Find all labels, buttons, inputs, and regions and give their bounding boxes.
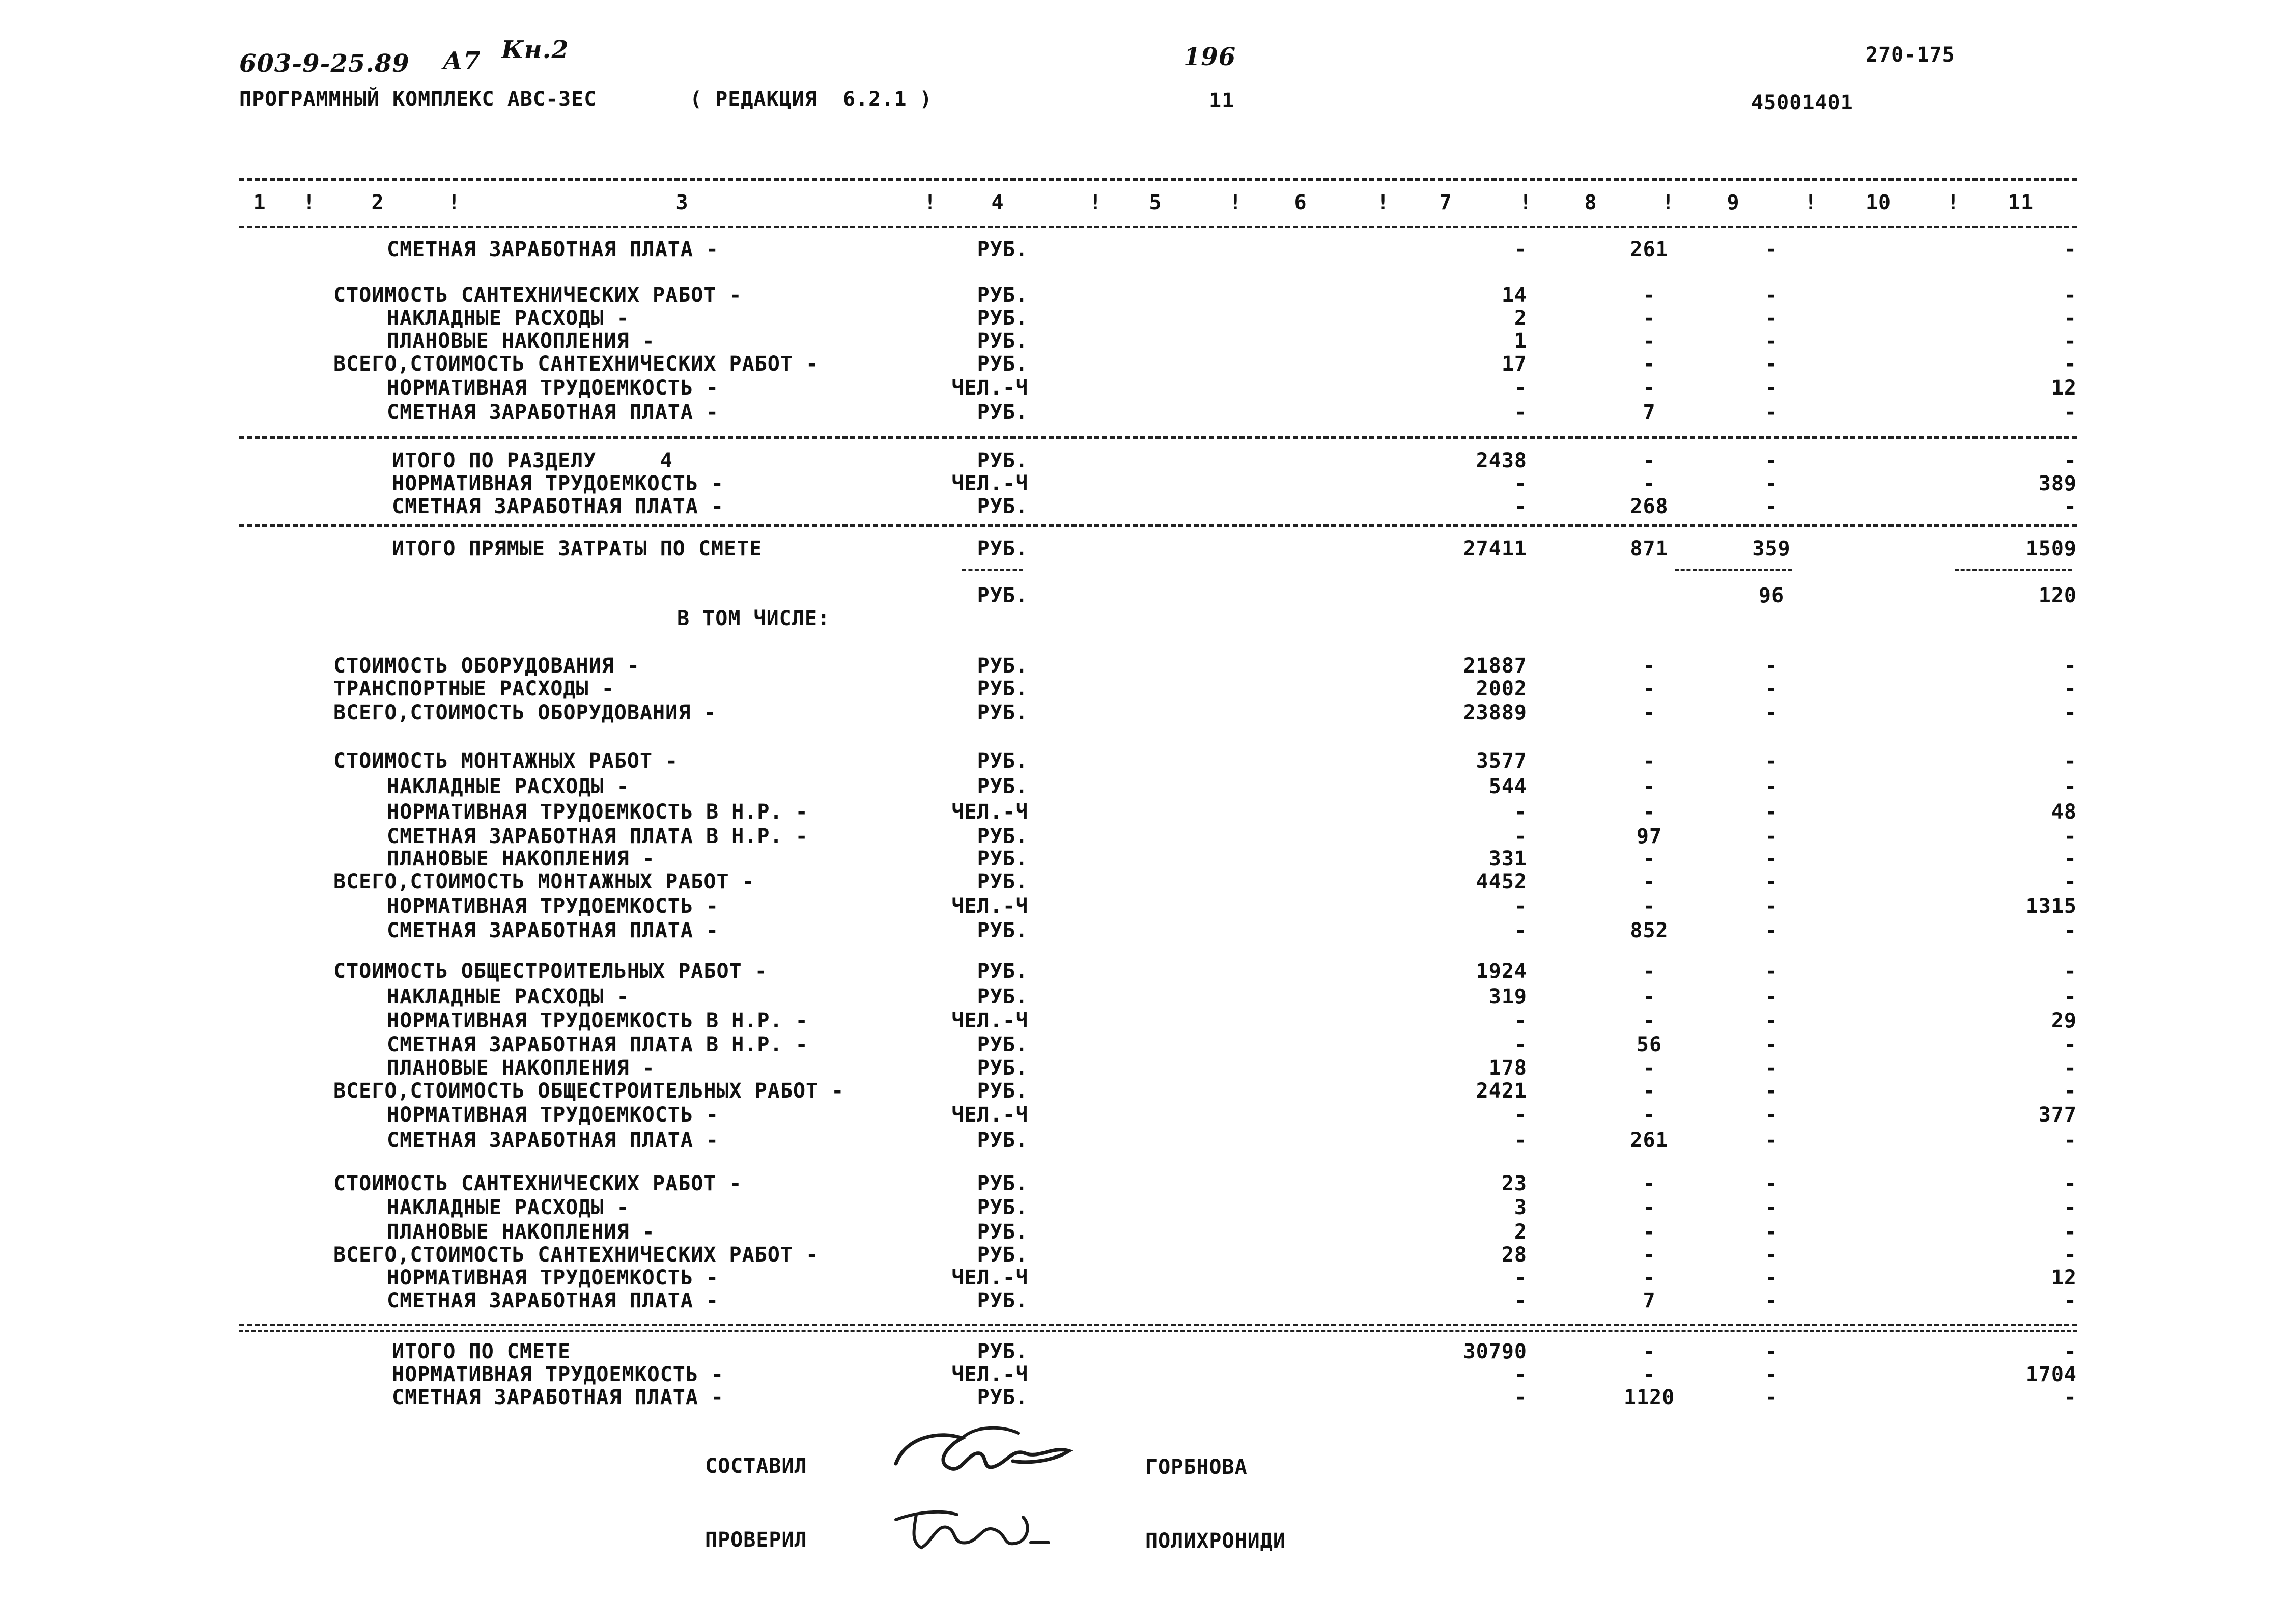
row-col11: 12 [2051,1266,2077,1290]
row-label: НОРМАТИВНАЯ ТРУДОЕМКОСТЬ - [387,376,719,400]
row-unit: РУБ. [977,1172,1028,1195]
edition: ( РЕДАКЦИЯ 6.2.1 ) [690,88,933,111]
row-unit: РУБ. [977,238,1028,261]
column-header-5: 5 [1149,191,1162,214]
column-separator: ! [1804,191,1818,214]
row-col9: - [1765,401,1778,424]
row-col8: - [1643,985,1656,1009]
row-col9: - [1765,1386,1778,1409]
row-col9: - [1765,960,1778,983]
row-col11: - [2064,352,2077,376]
row-col9: - [1765,495,1778,518]
row-label: НОРМАТИВНАЯ ТРУДОЕМКОСТЬ - [387,894,719,918]
row-col11: - [2064,825,2077,848]
row-col9: - [1765,985,1778,1009]
row-unit: ЧЕЛ.-Ч [951,376,1028,400]
row-col7: - [1514,1266,1527,1290]
row-col11: - [2064,1196,2077,1219]
row-col9: - [1765,352,1778,376]
row-col8: 871 [1630,537,1669,561]
row-unit: РУБ. [977,495,1028,518]
row-col9: - [1765,775,1778,798]
row-label: СМЕТНАЯ ЗАРАБОТНАЯ ПЛАТА - [392,1386,724,1409]
row-col9: - [1765,654,1778,678]
row-label: СТОИМОСТЬ САНТЕХНИЧЕСКИХ РАБОТ - [333,284,742,307]
row-col9: - [1765,825,1778,848]
row-col11: 377 [2038,1103,2077,1127]
row-col8: - [1643,701,1656,724]
row-unit: РУБ. [977,825,1028,848]
row-col7: - [1514,1363,1527,1386]
row-unit: РУБ. [977,1220,1028,1244]
row-unit: РУБ. [977,677,1028,701]
row-unit: РУБ. [977,352,1028,376]
row-col9: - [1765,1266,1778,1290]
row-label: НАКЛАДНЫЕ РАСХОДЫ - [387,306,630,330]
row-col9: - [1765,701,1778,724]
row-col9: - [1765,919,1778,942]
row-col8: - [1643,749,1656,773]
row-col11: - [2064,1220,2077,1244]
row-col8: - [1643,775,1656,798]
row-col7: - [1514,495,1527,518]
row-col11: 1315 [2025,894,2077,918]
composed-signature [886,1415,1079,1487]
column-separator: ! [924,191,937,214]
row-label: СТОИМОСТЬ ОБОРУДОВАНИЯ - [333,654,640,678]
row-label: СМЕТНАЯ ЗАРАБОТНАЯ ПЛАТА В Н.Р. - [387,825,808,848]
row-col7: 23889 [1463,701,1527,724]
sheet-number: 11 [1209,89,1235,113]
row-label: СТОИМОСТЬ МОНТАЖНЫХ РАБОТ - [333,749,679,773]
row-col8: - [1643,960,1656,983]
row-col9: - [1765,1033,1778,1056]
row-label: ИТОГО ПРЯМЫЕ ЗАТРАТЫ ПО СМЕТЕ [392,537,763,561]
row-col8: 7 [1643,1289,1656,1312]
row-col9: - [1765,894,1778,918]
row-label: СМЕТНАЯ ЗАРАБОТНАЯ ПЛАТА - [387,1289,719,1312]
row-col9: - [1765,870,1778,893]
row-col9: - [1765,238,1778,261]
document-number: 45001401 [1751,91,1853,115]
row-col7: 3577 [1476,749,1527,773]
row-col8: - [1643,847,1656,871]
row-col9: - [1765,1196,1778,1219]
row-label: СМЕТНАЯ ЗАРАБОТНАЯ ПЛАТА - [387,919,719,942]
row-label: ПЛАНОВЫЕ НАКОПЛЕНИЯ - [387,329,655,353]
row-unit: РУБ. [977,284,1028,307]
row-col8: - [1643,284,1656,307]
row-col11: 29 [2051,1009,2077,1032]
row-label: ТРАНСПОРТНЫЕ РАСХОДЫ - [333,677,614,701]
column-header-3: 3 [675,191,689,214]
row-col7: - [1514,401,1527,424]
row-col11: - [2064,654,2077,678]
row-col7: - [1514,1386,1527,1409]
column-header-10: 10 [1865,191,1892,214]
row-col9: - [1765,1243,1778,1267]
handwritten-code: 603-9-25.89 [239,49,410,78]
row-label: НОРМАТИВНАЯ ТРУДОЕМКОСТЬ В Н.Р. - [387,800,808,824]
row-label: НОРМАТИВНАЯ ТРУДОЕМКОСТЬ - [392,1363,724,1386]
row-unit: РУБ. [977,1243,1028,1267]
row-col11: - [2064,306,2077,330]
row-col9: - [1765,472,1778,495]
row-col11: 1704 [2025,1363,2077,1386]
row-col9: - [1765,1103,1778,1127]
row-unit: РУБ. [977,449,1028,472]
row-col11: - [2064,1056,2077,1080]
row-label: ВСЕГО,СТОИМОСТЬ САНТЕХНИЧЕСКИХ РАБОТ - [333,352,819,376]
row-col8: - [1643,1056,1656,1080]
row-col11: - [2064,1172,2077,1195]
row-col8: - [1643,654,1656,678]
row-col8: - [1643,800,1656,824]
row-unit: РУБ. [977,654,1028,678]
table-rule [239,524,2077,527]
row-label: ВСЕГО,СТОИМОСТЬ ОБОРУДОВАНИЯ - [333,701,717,724]
row-label: СМЕТНАЯ ЗАРАБОТНАЯ ПЛАТА - [387,1129,719,1152]
row-col11: - [2064,847,2077,871]
row-col11: - [2064,775,2077,798]
row-col8: - [1643,1079,1656,1103]
row-label: НАКЛАДНЫЕ РАСХОДЫ - [387,985,630,1009]
row-unit: ЧЕЛ.-Ч [951,800,1028,824]
column-header-9: 9 [1727,191,1740,214]
row-col11: - [2064,870,2077,893]
row-col8: - [1643,306,1656,330]
program-name: ПРОГРАММНЫЙ КОМПЛЕКС АВС-3ЕС [239,88,597,111]
row-col7: - [1514,1103,1527,1127]
row-col7: - [1514,472,1527,495]
row-unit: РУБ. [977,985,1028,1009]
row-col9: - [1765,1172,1778,1195]
row-unit: РУБ. [977,1386,1028,1409]
column-9-underline [1675,569,1792,571]
row-col11: - [2064,449,2077,472]
row-col8: - [1643,1266,1656,1290]
row-col7: 23 [1501,1172,1527,1195]
row-unit: РУБ. [977,919,1028,942]
row-label: НОРМАТИВНАЯ ТРУДОЕМКОСТЬ В Н.Р. - [387,1009,808,1032]
row-col7: 4452 [1476,870,1527,893]
column-separator: ! [1662,191,1675,214]
row-col7: - [1514,1129,1527,1152]
checked-name: ПОЛИХРОНИДИ [1145,1529,1286,1553]
row-label: ПЛАНОВЫЕ НАКОПЛЕНИЯ - [387,847,655,871]
composed-name: ГОРБНОВА [1145,1455,1248,1479]
row-col11: - [2064,1079,2077,1103]
row-col11: - [2064,284,2077,307]
row-label: СМЕТНАЯ ЗАРАБОТНАЯ ПЛАТА - [387,401,719,424]
column-separator: ! [1377,191,1390,214]
row-unit: РУБ. [977,847,1028,871]
column-separator: ! [1229,191,1243,214]
row-col11: - [2064,1129,2077,1152]
column-11-underline [1955,569,2072,571]
column-header-2: 2 [371,191,384,214]
row-unit: РУБ. [977,960,1028,983]
row-col11: - [2064,960,2077,983]
row-col9: - [1765,449,1778,472]
checked-signature [886,1494,1054,1560]
row-col8: - [1643,329,1656,353]
row-col11: - [2064,701,2077,724]
column-header-1: 1 [253,191,266,214]
row-unit: РУБ. [977,401,1028,424]
row-unit: РУБ. [977,1129,1028,1152]
row-unit: РУБ. [977,1289,1028,1312]
row-label: В ТОМ ЧИСЛЕ: [677,607,830,630]
row-col8: - [1643,1340,1656,1363]
table-rule [239,1330,2077,1332]
row-col7: - [1514,1009,1527,1032]
row-col8: 261 [1630,238,1669,261]
row-col9: - [1765,1363,1778,1386]
row-unit: РУБ. [977,1196,1028,1219]
row-col7: 28 [1501,1243,1527,1267]
row-col7: 1924 [1476,960,1527,983]
table-rule [239,436,2077,439]
row-label: НАКЛАДНЫЕ РАСХОДЫ - [387,1196,630,1219]
row-label: ПЛАНОВЫЕ НАКОПЛЕНИЯ - [387,1220,655,1244]
row-label: СМЕТНАЯ ЗАРАБОТНАЯ ПЛАТА - [387,238,719,261]
row-unit: РУБ. [977,584,1028,607]
row-col9: - [1765,677,1778,701]
page-number-handwritten: 196 [1183,43,1236,71]
row-col11: - [2064,495,2077,518]
row-col7: - [1514,825,1527,848]
row-col7: 2438 [1476,449,1527,472]
row-col8: 97 [1636,825,1662,848]
row-col8: - [1643,1196,1656,1219]
row-col8: 852 [1630,919,1669,942]
row-col11: - [2064,329,2077,353]
row-col11: - [2064,919,2077,942]
row-unit: РУБ. [977,537,1028,561]
column-header-7: 7 [1439,191,1452,214]
row-col7: 14 [1501,284,1527,307]
row-unit: РУБ. [977,1340,1028,1363]
row-col8: 7 [1643,401,1656,424]
row-label: НАКЛАДНЫЕ РАСХОДЫ - [387,775,630,798]
row-col7: 1 [1514,329,1527,353]
row-unit: ЧЕЛ.-Ч [951,1266,1028,1290]
row-col8: - [1643,1103,1656,1127]
row-unit: РУБ. [977,306,1028,330]
row-col8: 1120 [1623,1386,1675,1409]
row-col9: - [1765,1129,1778,1152]
row-label: ПЛАНОВЫЕ НАКОПЛЕНИЯ - [387,1056,655,1080]
row-col7: - [1514,800,1527,824]
row-unit: РУБ. [977,870,1028,893]
row-col7: 319 [1488,985,1527,1009]
row-col11: 1509 [2025,537,2077,561]
row-col8: - [1643,1009,1656,1032]
row-col7: 544 [1488,775,1527,798]
row-col7: 27411 [1463,537,1527,561]
row-label: ВСЕГО,СТОИМОСТЬ МОНТАЖНЫХ РАБОТ - [333,870,755,893]
row-unit: РУБ. [977,329,1028,353]
row-col7: 2 [1514,306,1527,330]
row-col11: - [2064,1340,2077,1363]
row-col9: - [1765,847,1778,871]
row-unit: ЧЕЛ.-Ч [951,1009,1028,1032]
row-col9: - [1765,1079,1778,1103]
row-label: ИТОГО ПО СМЕТЕ [392,1340,571,1363]
row-col9: - [1765,1289,1778,1312]
row-label: ВСЕГО,СТОИМОСТЬ САНТЕХНИЧЕСКИХ РАБОТ - [333,1243,819,1267]
row-col9: - [1765,329,1778,353]
row-unit: РУБ. [977,1033,1028,1056]
column-header-11: 11 [2008,191,2034,214]
table-rule [239,226,2077,228]
row-col9: - [1765,1009,1778,1032]
row-col8: 268 [1630,495,1669,518]
row-col11: 12 [2051,376,2077,400]
row-col8: - [1643,677,1656,701]
row-col9: - [1765,1340,1778,1363]
row-col7: 2421 [1476,1079,1527,1103]
table-rule [239,178,2077,181]
row-label: НОРМАТИВНАЯ ТРУДОЕМКОСТЬ - [392,472,724,495]
row-col8: 56 [1636,1033,1662,1056]
row-col7: 178 [1488,1056,1527,1080]
row-col11: 389 [2038,472,2077,495]
column-separator: ! [303,191,316,214]
row-col9: - [1765,800,1778,824]
row-col11: - [2064,985,2077,1009]
row-col7: 17 [1501,352,1527,376]
row-col8: - [1643,449,1656,472]
row-col7: 30790 [1463,1340,1527,1363]
row-col8: - [1643,376,1656,400]
row-col11: - [2064,677,2077,701]
row-col8: 261 [1630,1129,1669,1152]
row-col11: - [2064,401,2077,424]
column-separator: ! [448,191,461,214]
column-header-6: 6 [1294,191,1307,214]
row-col7: - [1514,1289,1527,1312]
row-col9: - [1765,1056,1778,1080]
row-col9: - [1765,284,1778,307]
row-unit: РУБ. [977,775,1028,798]
row-label: СТОИМОСТЬ САНТЕХНИЧЕСКИХ РАБОТ - [333,1172,742,1195]
column-header-4: 4 [991,191,1004,214]
row-label: НОРМАТИВНАЯ ТРУДОЕМКОСТЬ - [387,1103,719,1127]
row-col9: - [1765,749,1778,773]
row-col9: - [1765,376,1778,400]
row-unit: ЧЕЛ.-Ч [951,472,1028,495]
table-rule [239,1324,2077,1326]
row-col7: 3 [1514,1196,1527,1219]
column-separator: ! [1947,191,1960,214]
row-col11: - [2064,1386,2077,1409]
row-col11: - [2064,1033,2077,1056]
row-label: ИТОГО ПО РАЗДЕЛУ 4 [392,449,673,472]
row-col8: - [1643,1243,1656,1267]
row-col11: - [2064,1243,2077,1267]
row-unit: ЧЕЛ.-Ч [951,894,1028,918]
unit-underline [962,569,1023,571]
row-col7: - [1514,894,1527,918]
row-col7: - [1514,919,1527,942]
row-label: СТОИМОСТЬ ОБЩЕСТРОИТЕЛЬНЫХ РАБОТ - [333,960,768,983]
row-col11: - [2064,749,2077,773]
code-right: 270-175 [1866,43,1955,67]
row-col11: 120 [2038,584,2077,607]
row-label: НОРМАТИВНАЯ ТРУДОЕМКОСТЬ - [387,1266,719,1290]
row-col7: - [1514,376,1527,400]
row-col7: 2 [1514,1220,1527,1244]
handwritten-album: А7 [443,47,481,75]
row-label: ВСЕГО,СТОИМОСТЬ ОБЩЕСТРОИТЕЛЬНЫХ РАБОТ - [333,1079,844,1103]
row-col11: 48 [2051,800,2077,824]
row-col8: - [1643,870,1656,893]
column-separator: ! [1519,191,1533,214]
handwritten-book: Кн.2 [501,36,569,64]
row-col8: - [1643,1363,1656,1386]
checked-label: ПРОВЕРИЛ [705,1528,807,1552]
row-unit: РУБ. [977,1056,1028,1080]
row-col9: 359 [1752,537,1791,561]
column-separator: ! [1089,191,1103,214]
row-col8: - [1643,1220,1656,1244]
row-unit: ЧЕЛ.-Ч [951,1103,1028,1127]
row-label: СМЕТНАЯ ЗАРАБОТНАЯ ПЛАТА В Н.Р. - [387,1033,808,1056]
row-unit: РУБ. [977,749,1028,773]
row-col9: - [1765,1220,1778,1244]
row-col7: - [1514,1033,1527,1056]
row-col11: - [2064,1289,2077,1312]
row-col7: 21887 [1463,654,1527,678]
row-col7: - [1514,238,1527,261]
row-unit: ЧЕЛ.-Ч [951,1363,1028,1386]
row-col8: - [1643,1172,1656,1195]
row-label: СМЕТНАЯ ЗАРАБОТНАЯ ПЛАТА - [392,495,724,518]
row-col8: - [1643,472,1656,495]
row-unit: РУБ. [977,701,1028,724]
row-col7: 2002 [1476,677,1527,701]
row-col9: - [1765,306,1778,330]
row-unit: РУБ. [977,1079,1028,1103]
row-col7: 331 [1488,847,1527,871]
column-header-8: 8 [1584,191,1597,214]
row-col9: 96 [1758,584,1785,607]
composed-label: СОСТАВИЛ [705,1454,807,1478]
row-col11: - [2064,238,2077,261]
row-col8: - [1643,352,1656,376]
row-col8: - [1643,894,1656,918]
